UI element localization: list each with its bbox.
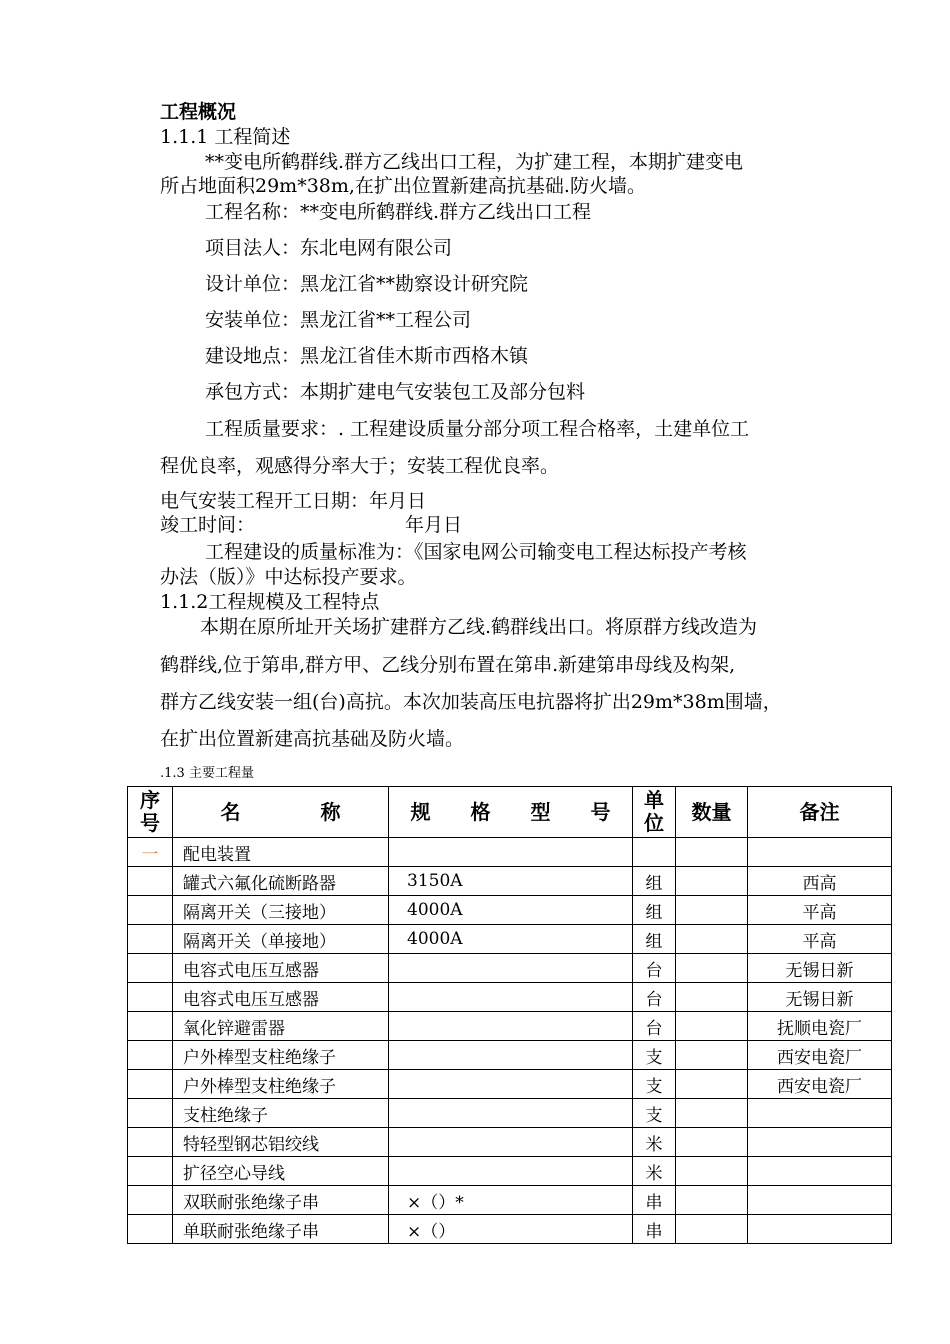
row-note: 无锡日新 <box>748 954 892 983</box>
row-seq <box>128 1070 173 1099</box>
row-unit: 台 <box>633 1012 676 1041</box>
row-name: 户外棒型支柱绝缘子 <box>173 1070 389 1099</box>
row-name: 氧化锌避雷器 <box>173 1012 389 1041</box>
row-qty <box>676 896 748 925</box>
row-name: 电容式电压互感器 <box>173 983 389 1012</box>
header-seq: 序 号 <box>128 787 173 838</box>
row-spec <box>389 1157 633 1186</box>
overview-paragraph-line-2: 所占地面积29m*38m,在扩出位置新建高抗基础.防火墙。 <box>160 175 646 197</box>
header-unit: 单 位 <box>633 787 676 838</box>
row-spec <box>389 1041 633 1070</box>
row-unit: 组 <box>633 867 676 896</box>
row-seq <box>128 1186 173 1215</box>
row-unit: 台 <box>633 954 676 983</box>
row-name: 特轻型钢芯铝绞线 <box>173 1128 389 1157</box>
row-seq <box>128 1128 173 1157</box>
row-qty <box>676 1012 748 1041</box>
subsection-title-1-1-1: 1.1.1 工程简述 <box>160 126 291 148</box>
row-qty <box>676 838 748 867</box>
contract-method: 承包方式：本期扩建电气安装包工及部分包料 <box>205 381 586 403</box>
row-qty <box>676 925 748 954</box>
table-row <box>128 983 892 1012</box>
row-qty <box>676 1099 748 1128</box>
row-note <box>748 838 892 867</box>
row-qty <box>676 1215 748 1244</box>
row-unit: 组 <box>633 896 676 925</box>
row-seq <box>128 1041 173 1070</box>
row-unit: 串 <box>633 1186 676 1215</box>
row-note: 西高 <box>748 867 892 896</box>
row-seq <box>128 896 173 925</box>
row-name: 罐式六氟化硫断路器 <box>173 867 389 896</box>
row-spec <box>389 838 633 867</box>
scale-paragraph-line-3: 群方乙线安装一组(台)高抗。本次加装高压电抗器将扩出29m*38m围墙， <box>160 691 782 713</box>
quality-requirement-line-1: 工程质量要求：. 工程建设质量分部分项工程合格率，土建单位工 <box>205 418 750 440</box>
table-row <box>128 838 892 867</box>
row-qty <box>676 1128 748 1157</box>
header-spec: 规 格 型 号 <box>389 787 633 838</box>
row-name: 隔离开关（单接地） <box>173 925 389 954</box>
row-unit: 支 <box>633 1041 676 1070</box>
table-row <box>128 925 892 954</box>
row-name: 电容式电压互感器 <box>173 954 389 983</box>
finish-date-value: 年月日 <box>405 514 463 536</box>
row-note <box>748 1215 892 1244</box>
quality-standard-line-1: 工程建设的质量标准为：《国家电网公司输变电工程达标投产考核 <box>205 541 747 563</box>
row-qty <box>676 983 748 1012</box>
row-name: 扩径空心导线 <box>173 1157 389 1186</box>
quality-requirement-line-2: 程优良率，观感得分率大于；安装工程优良率。 <box>160 455 560 477</box>
row-name: 双联耐张绝缘子串 <box>173 1186 389 1215</box>
table-row <box>128 1186 892 1215</box>
row-note: 西安电瓷厂 <box>748 1041 892 1070</box>
row-name: 支柱绝缘子 <box>173 1099 389 1128</box>
row-note: 无锡日新 <box>748 983 892 1012</box>
row-qty <box>676 1157 748 1186</box>
finish-date-label: 竣工时间： <box>160 514 256 536</box>
row-seq <box>128 1012 173 1041</box>
row-qty <box>676 1041 748 1070</box>
row-unit: 串 <box>633 1215 676 1244</box>
scale-paragraph-line-2: 鹤群线,位于第串,群方甲、乙线分别布置在第串.新建第串母线及构架, <box>160 654 736 676</box>
row-note: 平高 <box>748 925 892 954</box>
subsection-title-1-1-2: 1.1.2工程规模及工程特点 <box>160 591 380 613</box>
table-row <box>128 1157 892 1186</box>
table-row <box>128 1070 892 1099</box>
row-note <box>748 1157 892 1186</box>
row-name: 户外棒型支柱绝缘子 <box>173 1041 389 1070</box>
row-qty <box>676 954 748 983</box>
quality-standard-line-2: 办法（版）》中达标投产要求。 <box>160 566 417 588</box>
row-note: 平高 <box>748 896 892 925</box>
row-spec <box>389 1128 633 1157</box>
install-unit: 安装单位：黑龙江省**工程公司 <box>205 309 472 331</box>
table-row <box>128 1128 892 1157</box>
row-unit: 支 <box>633 1070 676 1099</box>
row-unit: 米 <box>633 1157 676 1186</box>
row-seq <box>128 1215 173 1244</box>
construction-site: 建设地点：黑龙江省佳木斯市西格木镇 <box>205 345 529 367</box>
row-unit <box>633 838 676 867</box>
header-qty: 数量 <box>676 787 748 838</box>
header-note: 备注 <box>748 787 892 838</box>
row-spec <box>389 1099 633 1128</box>
row-spec: ×（） <box>389 1215 633 1244</box>
table-row <box>128 1012 892 1041</box>
table-row <box>128 867 892 896</box>
row-note <box>748 1099 892 1128</box>
table-caption: .1.3 主要工程量 <box>160 766 254 781</box>
row-qty <box>676 867 748 896</box>
scale-paragraph-line-1: 本期在原所址开关场扩建群方乙线.鹤群线出口。将原群方线改造为 <box>200 616 758 638</box>
row-seq <box>128 983 173 1012</box>
row-seq <box>128 925 173 954</box>
row-note <box>748 1128 892 1157</box>
row-seq <box>128 1157 173 1186</box>
table-row <box>128 896 892 925</box>
row-qty <box>676 1186 748 1215</box>
row-seq <box>128 954 173 983</box>
table-header-row <box>128 787 892 838</box>
row-seq: 一 <box>128 838 173 867</box>
overview-paragraph-line-1: **变电所鹤群线.群方乙线出口工程，为扩建工程，本期扩建变电 <box>205 151 744 173</box>
row-spec: 3150A <box>389 867 633 896</box>
table-row <box>128 1041 892 1070</box>
row-qty <box>676 1070 748 1099</box>
row-spec <box>389 983 633 1012</box>
row-spec <box>389 1012 633 1041</box>
row-note: 西安电瓷厂 <box>748 1070 892 1099</box>
row-note <box>748 1186 892 1215</box>
design-unit: 设计单位：黑龙江省**勘察设计研究院 <box>205 273 529 295</box>
table-row <box>128 954 892 983</box>
row-note: 抚顺电瓷厂 <box>748 1012 892 1041</box>
table-row <box>128 1215 892 1244</box>
scale-paragraph-line-4: 在扩出位置新建高抗基础及防火墙。 <box>160 728 465 750</box>
section-heading: 工程概况 <box>160 101 237 123</box>
row-seq <box>128 867 173 896</box>
row-unit: 台 <box>633 983 676 1012</box>
quantity-table <box>127 786 892 1244</box>
table-body <box>128 838 892 1244</box>
row-name: 单联耐张绝缘子串 <box>173 1215 389 1244</box>
row-seq <box>128 1099 173 1128</box>
row-unit: 支 <box>633 1099 676 1128</box>
row-name: 配电装置 <box>173 838 389 867</box>
row-spec: 4000A <box>389 896 633 925</box>
table-row <box>128 1099 892 1128</box>
row-spec <box>389 1070 633 1099</box>
row-spec: 4000A <box>389 925 633 954</box>
row-spec: ×（）* <box>389 1186 633 1215</box>
start-date: 电气安装工程开工日期：年月日 <box>160 490 427 512</box>
header-name: 名 称 <box>173 787 389 838</box>
project-name: 工程名称：**变电所鹤群线.群方乙线出口工程 <box>205 201 592 223</box>
project-owner: 项目法人：东北电网有限公司 <box>205 237 453 259</box>
row-spec <box>389 954 633 983</box>
row-unit: 组 <box>633 925 676 954</box>
row-name: 隔离开关（三接地） <box>173 896 389 925</box>
row-unit: 米 <box>633 1128 676 1157</box>
